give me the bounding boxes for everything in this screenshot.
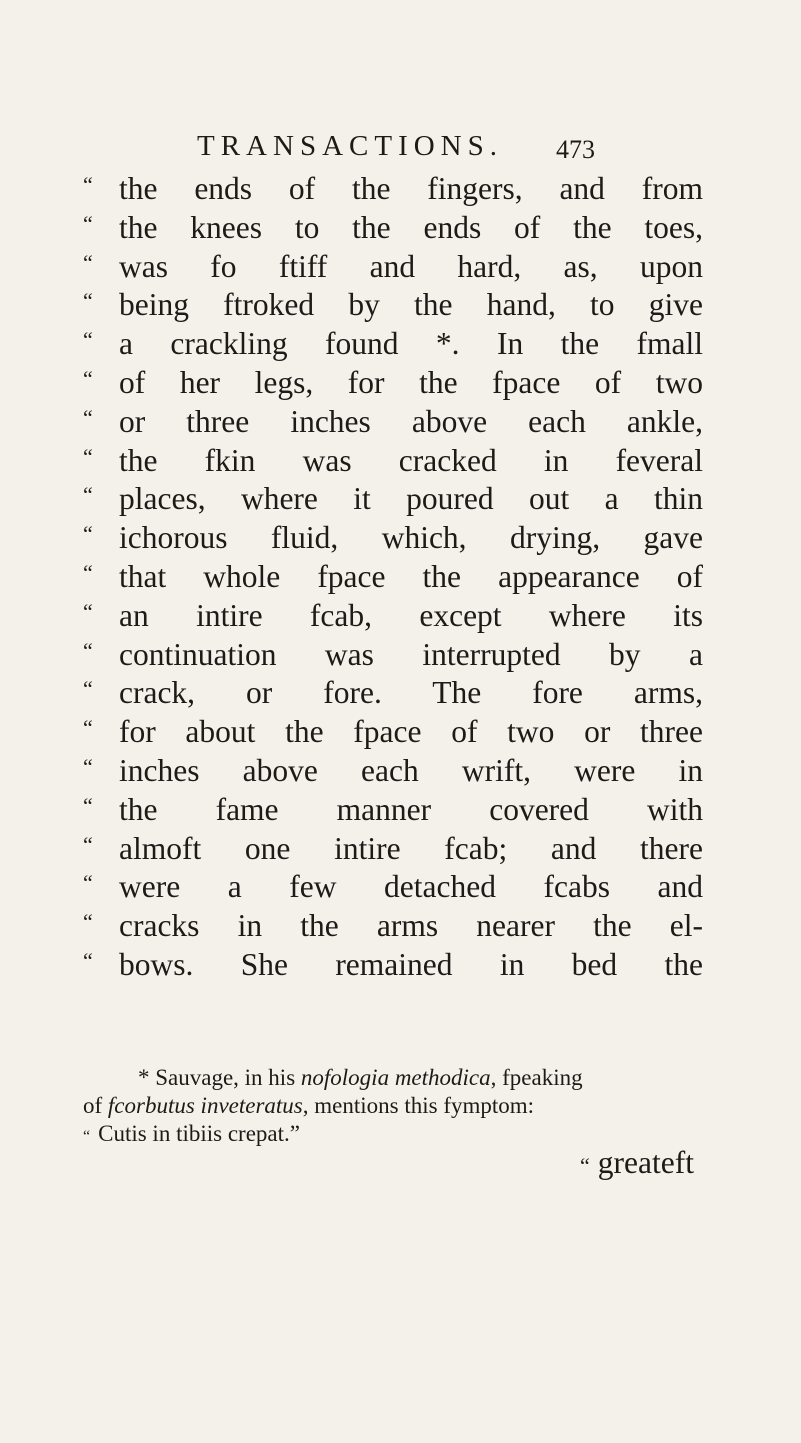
catchword-quote-mark: “ (580, 1153, 590, 1178)
quote-mark: “ (83, 365, 93, 391)
quote-mark: “ (83, 559, 93, 585)
line-text: inches above each wrift, were in (119, 752, 703, 788)
footnote-line (83, 1092, 703, 1120)
footnote-text: of (83, 1093, 108, 1118)
quote-mark: “ (83, 598, 93, 624)
text-line (83, 752, 703, 791)
line-text: almoft one intire fcab; and there (119, 830, 703, 866)
text-line (83, 907, 703, 946)
text-line (83, 636, 703, 675)
footnote-text: , fpeaking (490, 1065, 583, 1090)
footnote (83, 1064, 703, 1151)
text-line (83, 597, 703, 636)
line-text: that whole fpace the appearance of (119, 558, 703, 594)
text-line (83, 170, 703, 209)
quote-mark: “ (83, 288, 93, 314)
line-text: the ends of the fingers, and from (119, 171, 703, 206)
text-line (83, 868, 703, 907)
quote-mark: “ (83, 676, 93, 702)
quote-mark: “ (83, 482, 93, 508)
body-text (83, 170, 703, 985)
text-line (83, 480, 703, 519)
footnote-text: * Sauvage, in his (138, 1065, 301, 1090)
catchword-text: greateft (597, 1145, 694, 1180)
text-line (83, 286, 703, 325)
quote-mark: “ (83, 870, 93, 896)
page-number: 473 (556, 135, 595, 164)
text-line (83, 325, 703, 364)
footnote-disease-name: fcorbutus inveteratus (107, 1093, 303, 1118)
line-text: the fkin was cracked in feveral (119, 442, 703, 478)
quote-mark: “ (83, 443, 93, 469)
quote-mark: “ (83, 753, 93, 779)
quote-mark: “ (83, 831, 93, 857)
text-line (83, 209, 703, 248)
line-text: being ftroked by the hand, to give (119, 287, 703, 323)
quote-mark: “ (83, 947, 93, 973)
text-line (83, 519, 703, 558)
text-line (83, 674, 703, 713)
line-text: bows. She remained in bed the (119, 946, 703, 982)
text-line (83, 442, 703, 481)
text-line (83, 946, 703, 985)
line-text: the fame manner covered with (119, 791, 703, 827)
quote-mark: “ (83, 792, 93, 818)
line-text: cracks in the arms nearer the el- (119, 908, 703, 944)
page-header (197, 128, 627, 168)
line-text: or three inches above each ankle, (119, 403, 703, 439)
quote-mark: “ (83, 404, 93, 430)
text-line (83, 248, 703, 287)
quote-mark: “ (83, 637, 93, 663)
running-head: TRANSACTIONS. (197, 130, 503, 162)
text-line (83, 830, 703, 869)
catchword (580, 1144, 694, 1185)
line-text: a crackling found *. In the fmall (119, 326, 703, 362)
text-line (83, 791, 703, 830)
text-line (83, 403, 703, 442)
text-line (83, 713, 703, 752)
line-text: the knees to the ends of the toes, (119, 209, 703, 245)
quote-mark: “ (83, 172, 93, 197)
line-text: of her legs, for the fpace of two (119, 364, 703, 400)
footnote-quotation: Cutis in tibiis crepat.” (98, 1121, 300, 1146)
quote-mark: “ (83, 249, 93, 275)
quote-mark: “ (83, 327, 93, 353)
line-text: places, where it poured out a thin (119, 481, 703, 517)
line-text: ichorous fluid, which, drying, gave (119, 520, 703, 556)
text-line (83, 558, 703, 597)
line-text: continuation was interrupted by a (119, 636, 703, 672)
line-text: was fo ftiff and hard, as, upon (119, 248, 703, 284)
footnote-book-title: nofologia methodica (300, 1065, 491, 1090)
text-line (83, 364, 703, 403)
line-text: an intire fcab, except where its (119, 597, 703, 633)
quote-mark: “ (83, 210, 93, 236)
footnote-line (83, 1064, 703, 1092)
quote-mark: “ (83, 521, 93, 547)
quote-mark: “ (83, 715, 93, 741)
line-text: for about the fpace of two or three (119, 714, 703, 750)
quote-mark: “ (83, 909, 93, 935)
footnote-text: , mentions this fymptom: (302, 1093, 535, 1118)
line-text: crack, or fore. The fore arms, (119, 675, 703, 711)
line-text: were a few detached fcabs and (119, 869, 703, 905)
footnote-quote-mark: “ (83, 1128, 91, 1145)
